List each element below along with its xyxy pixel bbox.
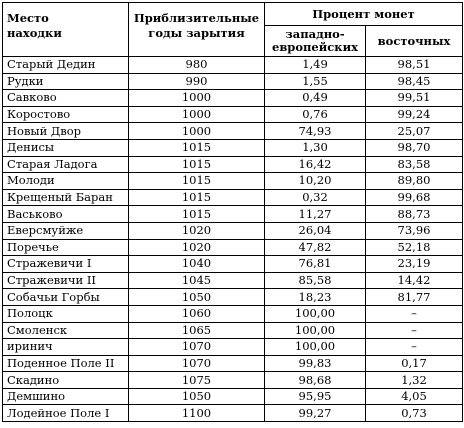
table-row	[3, 222, 463, 239]
west-percent-cell: 74,93	[265, 123, 366, 140]
east-percent-cell: 88,73	[366, 206, 463, 223]
place-cell: Стражевичи I	[3, 256, 129, 273]
east-percent-cell: 98,70	[366, 139, 463, 156]
table-row	[3, 139, 463, 156]
east-percent-cell: 25,07	[366, 123, 463, 140]
year-cell: 1070	[129, 355, 265, 372]
west-percent-cell: 0,32	[265, 189, 366, 206]
year-cell: 980	[129, 57, 265, 74]
header-east: восточных	[366, 26, 463, 57]
east-percent-cell: 99,24	[366, 106, 463, 123]
year-cell: 1050	[129, 388, 265, 405]
place-cell: Еверсмуйже	[3, 222, 129, 239]
place-cell: Новый Двор	[3, 123, 129, 140]
table-row	[3, 239, 463, 256]
year-cell: 990	[129, 73, 265, 90]
place-cell: Васьково	[3, 206, 129, 223]
place-cell: Поденное Поле II	[3, 355, 129, 372]
year-cell: 1040	[129, 256, 265, 273]
table-row	[3, 339, 463, 356]
west-percent-cell: 1,30	[265, 139, 366, 156]
west-percent-cell: 10,20	[265, 173, 366, 190]
year-cell: 1100	[129, 405, 265, 422]
year-cell: 1015	[129, 206, 265, 223]
place-cell: Скадино	[3, 372, 129, 389]
west-percent-cell: 85,58	[265, 272, 366, 289]
table-row	[3, 372, 463, 389]
west-percent-cell: 26,04	[265, 222, 366, 239]
table-row	[3, 106, 463, 123]
table-row	[3, 90, 463, 107]
west-percent-cell: 100,00	[265, 305, 366, 322]
place-cell: Савково	[3, 90, 129, 107]
west-percent-cell: 100,00	[265, 322, 366, 339]
header-years-line2: годы зарытия	[148, 26, 245, 40]
place-cell: Собачьи Горбы	[3, 289, 129, 306]
place-cell: Коростово	[3, 106, 129, 123]
year-cell: 1050	[129, 289, 265, 306]
west-percent-cell: 100,00	[265, 339, 366, 356]
coin-hoards-table-container	[2, 2, 463, 422]
year-cell: 1000	[129, 123, 265, 140]
table-row	[3, 156, 463, 173]
year-cell: 1000	[129, 106, 265, 123]
west-percent-cell: 18,23	[265, 289, 366, 306]
west-percent-cell: 99,83	[265, 355, 366, 372]
east-percent-cell: 81,77	[366, 289, 463, 306]
east-percent-cell: 23,19	[366, 256, 463, 273]
west-percent-cell: 11,27	[265, 206, 366, 223]
east-percent-cell: 98,51	[366, 57, 463, 74]
place-cell: Крещеный Баран	[3, 189, 129, 206]
east-percent-cell: 14,42	[366, 272, 463, 289]
header-percent: Процент монет	[265, 3, 463, 26]
year-cell: 1015	[129, 156, 265, 173]
table-row	[3, 206, 463, 223]
table-row	[3, 189, 463, 206]
table-row	[3, 322, 463, 339]
year-cell: 1045	[129, 272, 265, 289]
header-years-line1: Приблизительные	[133, 11, 260, 25]
place-cell: Поречье	[3, 239, 129, 256]
east-percent-cell: 89,80	[366, 173, 463, 190]
place-cell: Денисы	[3, 139, 129, 156]
place-cell: Старая Ладога	[3, 156, 129, 173]
east-percent-cell: 1,32	[366, 372, 463, 389]
year-cell: 1020	[129, 239, 265, 256]
west-percent-cell: 16,42	[265, 156, 366, 173]
place-cell: Молоди	[3, 173, 129, 190]
table-row	[3, 289, 463, 306]
table-row	[3, 57, 463, 74]
year-cell: 1060	[129, 305, 265, 322]
east-percent-cell: 98,45	[366, 73, 463, 90]
coin-hoards-table	[2, 2, 463, 422]
table-row	[3, 305, 463, 322]
east-percent-cell: 4,05	[366, 388, 463, 405]
table-row	[3, 73, 463, 90]
table-row	[3, 355, 463, 372]
header-row-top	[3, 3, 463, 26]
place-cell: Смоленск	[3, 322, 129, 339]
west-percent-cell: 76,81	[265, 256, 366, 273]
west-percent-cell: 0,49	[265, 90, 366, 107]
east-percent-cell: 73,96	[366, 222, 463, 239]
table-row	[3, 388, 463, 405]
year-cell: 1000	[129, 90, 265, 107]
west-percent-cell: 99,27	[265, 405, 366, 422]
table-row	[3, 272, 463, 289]
east-percent-cell: 0,73	[366, 405, 463, 422]
west-percent-cell: 47,82	[265, 239, 366, 256]
east-percent-cell: –	[366, 339, 463, 356]
header-place	[3, 3, 129, 57]
year-cell: 1065	[129, 322, 265, 339]
east-percent-cell: 83,58	[366, 156, 463, 173]
header-west	[265, 26, 366, 57]
year-cell: 1015	[129, 173, 265, 190]
header-place-line1: Место	[7, 11, 49, 25]
header-place-line2: находки	[7, 26, 62, 40]
place-cell: иринич	[3, 339, 129, 356]
header-years	[129, 3, 265, 57]
east-percent-cell: 0,17	[366, 355, 463, 372]
header-west-line1: западно-	[285, 27, 345, 41]
header-west-line2: европейских	[272, 40, 358, 54]
east-percent-cell: 99,51	[366, 90, 463, 107]
table-body	[3, 57, 463, 422]
place-cell: Стражевичи II	[3, 272, 129, 289]
year-cell: 1015	[129, 139, 265, 156]
west-percent-cell: 98,68	[265, 372, 366, 389]
year-cell: 1015	[129, 189, 265, 206]
year-cell: 1070	[129, 339, 265, 356]
table-row	[3, 123, 463, 140]
year-cell: 1020	[129, 222, 265, 239]
west-percent-cell: 1,55	[265, 73, 366, 90]
east-percent-cell: –	[366, 305, 463, 322]
table-header	[3, 3, 463, 57]
west-percent-cell: 1,49	[265, 57, 366, 74]
place-cell: Лодейное Поле I	[3, 405, 129, 422]
table-row	[3, 173, 463, 190]
place-cell: Рудки	[3, 73, 129, 90]
table-row	[3, 256, 463, 273]
year-cell: 1075	[129, 372, 265, 389]
west-percent-cell: 0,76	[265, 106, 366, 123]
place-cell: Полоцк	[3, 305, 129, 322]
place-cell: Демшино	[3, 388, 129, 405]
east-percent-cell: 99,68	[366, 189, 463, 206]
table-row	[3, 405, 463, 422]
west-percent-cell: 95,95	[265, 388, 366, 405]
east-percent-cell: 52,18	[366, 239, 463, 256]
east-percent-cell: –	[366, 322, 463, 339]
place-cell: Старый Дедин	[3, 57, 129, 74]
